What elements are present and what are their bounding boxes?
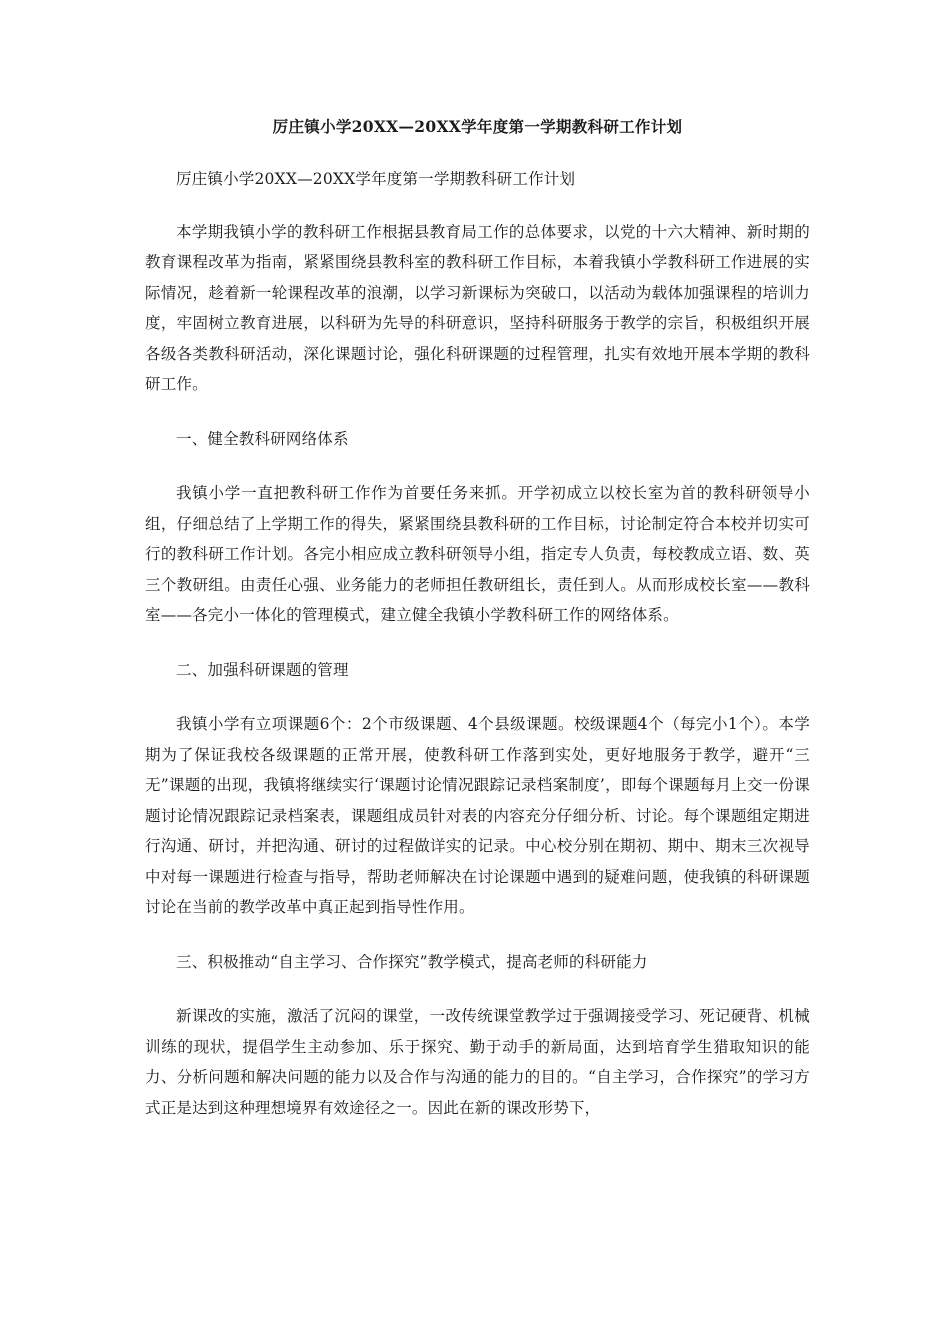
section-2-body: 我镇小学有立项课题6个：2个市级课题、4个县级课题。校级课题4个（每完小1个）。本学期为了保证我校各级课题的正常开展，使教科研工作落到实处，更好地服务于教学，避开“三无”课题的出现，我镇将继续实行‘课题讨论情况跟踪记录档案制度’，即每个课题每月上交一份课题讨论情况跟踪记录档案表，课题组成员针对表的内容充分仔细分析、讨论。每个课题组定期进行沟通、研讨，并把沟通、研讨的过程做详实的记录。中心校分别在期初、期中、期末三次视导中对每一课题进行检查与指导，帮助老师解决在讨论课题中遇到的疑难问题，使我镇的科研课题讨论在当前的教学改革中真正起到指导性作用。 [145,715,810,916]
section-2-heading: 二、加强科研课题的管理 [176,660,349,679]
section-3-heading: 三、积极推动“自主学习、合作探究”教学模式，提高老师的科研能力 [176,952,648,971]
section-3-body: 新课改的实施，激活了沉闷的课堂，一改传统课堂教学过于强调接受学习、死记硬背、机械训练的现状，提倡学生主动参加、乐于探究、勤于动手的新局面，达到培育学生猎取知识的能力、分析问题和解决问题的能力以及合作与沟通的能力的目的。“自主学习，合作探究”的学习方式正是达到这种理想境界有效途径之一。因此在新的课改形势下， [145,1007,810,1117]
intro-paragraph: 本学期我镇小学的教科研工作根据县教育局工作的总体要求，以党的十六大精神、新时期的教育课程改革为指南，紧紧围绕县教科室的教科研工作目标，本着我镇小学教科研工作进展的实际情况，趁着新一轮课程改革的浪潮，以学习新课标为突破口，以活动为载体加强课程的培训力度，牢固树立教育进展，以科研为先导的科研意识，坚持科研服务于教学的宗旨，积极组织开展各级各类教科研活动，深化课题讨论，强化科研课题的过程管理，扎实有效地开展本学期的教科研工作。 [145,222,810,393]
document-subtitle: 厉庄镇小学20XX—20XX学年度第一学期教科研工作计划 [176,170,576,188]
document-title: 厉庄镇小学20XX—20XX学年度第一学期教科研工作计划 [272,117,683,136]
section-1-heading: 一、健全教科研网络体系 [176,429,349,448]
document-page [145,112,810,1147]
section-1-body: 我镇小学一直把教科研工作作为首要任务来抓。开学初成立以校长室为首的教科研领导小组，仔细总结了上学期工作的得失，紧紧围绕县教科研的工作目标，讨论制定符合本校并切实可行的教科研工作计划。各完小相应成立教科研领导小组，指定专人负责，每校教成立语、数、英三个教研组。由责任心强、业务能力的老师担任教研组长，责任到人。从而形成校长室——教科室——各完小一体化的管理模式，建立健全我镇小学教科研工作的网络体系。 [145,484,810,624]
